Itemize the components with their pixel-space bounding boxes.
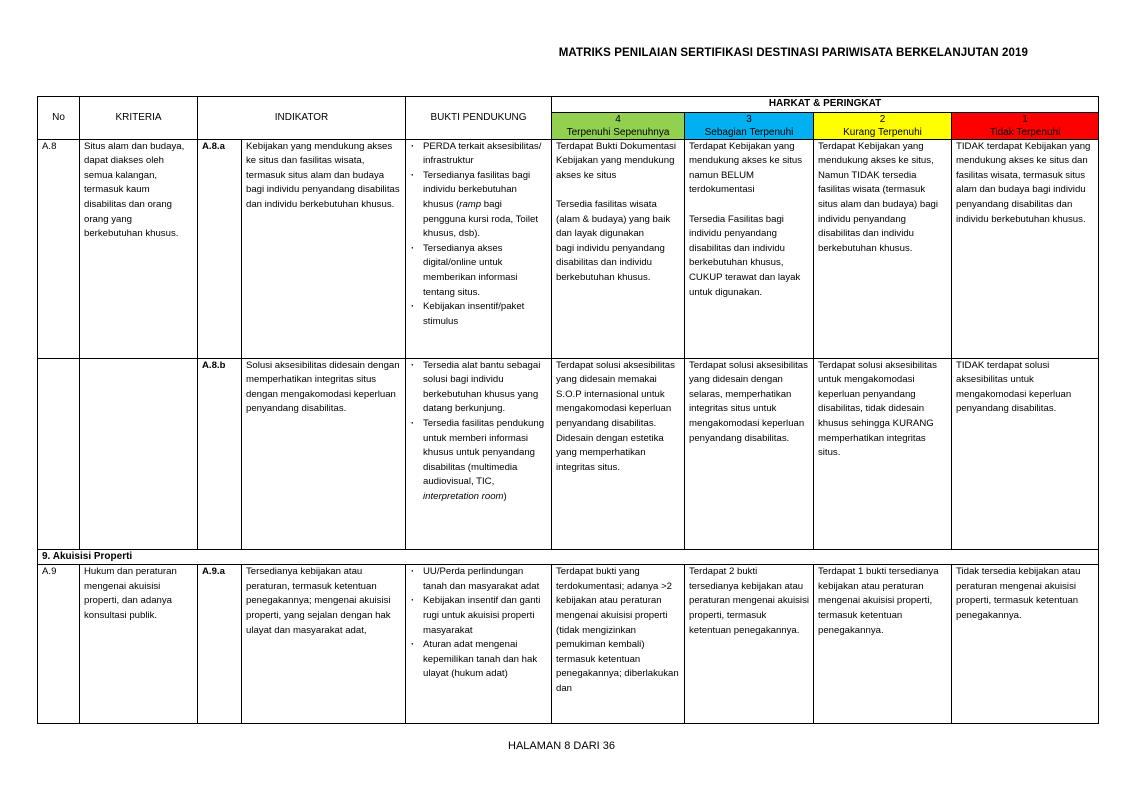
- assessment-matrix-table: [37, 96, 1099, 724]
- row-indicator-code: A.8.b: [198, 358, 242, 549]
- list-item: [410, 417, 547, 505]
- bukti-text: Tersedia fasilitas pendukung untuk memberi informasi khusus untuk penyandang disabilitas (multimedia audiovisual, TIC, interpretation room): [423, 417, 545, 502]
- row-level-4: Terdapat solusi aksesibilitas yang didesain memakai S.O.P internasional untuk mengakomodasi keperluan penyandang disabilitas. Didesain dengan estetika yang memperhatikan integritas situs.: [552, 358, 685, 549]
- row-kriteria: Situs alam dan budaya, dapat diakses oleh semua kalangan, termasuk kaum disabilitas dan orang orang yang berkebutuhan khusus.: [80, 139, 198, 358]
- header-bukti-pendukung: BUKTI PENDUKUNG: [406, 97, 552, 140]
- row-bukti-pendukung: [406, 565, 552, 724]
- page-footer: HALAMAN 8 DARI 36: [508, 740, 615, 752]
- row-no: A.8: [38, 139, 80, 358]
- row-bukti-pendukung: [406, 139, 552, 358]
- row-level-1: Tidak tersedia kebijakan atau peraturan mengenai akuisisi properti, termasuk ketentuan penegakannya.: [952, 565, 1099, 724]
- level-2-number: 2: [879, 113, 886, 125]
- row-indikator: Solusi aksesibilitas didesain dengan memperhatikan integritas situs dengan mengakomodasi keperluan penyandang disabilitas.: [242, 358, 406, 549]
- bukti-list: [410, 359, 547, 505]
- level-3-header: [685, 112, 814, 139]
- row-level-2: Terdapat Kebijakan yang mendukung akses ke situs, Namun TIDAK tersedia fasilitas wisata (termasuk situs alam dan budaya) bagi individu penyandang disabilitas dan individu berkebutuhan khusus.: [814, 139, 952, 358]
- list-item: [410, 169, 547, 242]
- row-level-1: TIDAK terdapat solusi aksesibilitas untuk mengakomodasi keperluan penyandang disabilitas.: [952, 358, 1099, 549]
- row-no: [38, 358, 80, 549]
- header-row-top: [38, 97, 1099, 113]
- level-4-header: [552, 112, 685, 139]
- level-2-label: Kurang Terpenuhi: [843, 126, 922, 138]
- list-item: · PERDA terkait aksesibilitas/ infrastruktur: [410, 140, 547, 169]
- table-row: [38, 358, 1099, 549]
- bukti-text: Tersedianya fasilitas bagi individu berkebutuhan khusus (ramp bagi pengguna kursi roda, Toilet khusus, dsb).: [423, 169, 539, 240]
- document-title: MATRIKS PENILAIAN SERTIFIKASI DESTINASI PARIWISATA BERKELANJUTAN 2019: [558, 47, 1028, 59]
- bukti-list: [410, 565, 547, 682]
- list-item: · Aturan adat mengenai kepemilikan tanah dan hak ulayat (hukum adat): [410, 638, 547, 682]
- level-2-header: [814, 112, 952, 139]
- section-title: 9. Akuisisi Properti: [38, 549, 1099, 565]
- level-1-label: Tidak Terpenuhi: [989, 126, 1061, 138]
- row-bukti-pendukung: [406, 358, 552, 549]
- list-item: · UU/Perda perlindungan tanah dan masyarakat adat: [410, 565, 547, 594]
- list-item: · Kebijakan insentif/paket stimulus: [410, 300, 547, 329]
- row-indicator-code: A.8.a: [198, 139, 242, 358]
- table-row: [38, 139, 1099, 358]
- row-no: A.9: [38, 565, 80, 724]
- row-level-3: Terdapat Kebijakan yang mendukung akses ke situs namun BELUM terdokumentasi Tersedia Fasilitas bagi individu penyandang disabilitas dan individu berkebutuhan khusus, CUKUP terawat dan layak untuk digunakan.: [685, 139, 814, 358]
- header-indikator: INDIKATOR: [198, 97, 406, 140]
- row-level-4: Terdapat Bukti Dokumentasi Kebijakan yang mendukung akses ke situs Tersedia fasilitas wisata (alam & budaya) yang baik dan layak digunakan bagi individu penyandang disabilitas dan individu berkebutuhan khusus.: [552, 139, 685, 358]
- level-3-number: 3: [746, 113, 752, 125]
- row-indikator: Kebijakan yang mendukung akses ke situs dan fasilitas wisata, termasuk situs alam dan budaya bagi individu penyandang disabilitas dan individu berkebutuhan khusus.: [242, 139, 406, 358]
- header-no: No: [38, 97, 80, 140]
- level-4-number: 4: [615, 113, 621, 125]
- level-3-label: Sebagian Terpenuhi: [704, 126, 794, 138]
- section-row: [38, 549, 1099, 565]
- row-indicator-code: A.9.a: [198, 565, 242, 724]
- row-indikator: Tersedianya kebijakan atau peraturan, termasuk ketentuan penegakannya; mengenai akuisisi properti, yang sejalan dengan hak ulayat dan masyarakat adat,: [242, 565, 406, 724]
- row-kriteria: [80, 358, 198, 549]
- row-level-2: Terdapat solusi aksesibilitas untuk mengakomodasi keperluan penyandang disabilitas, tidak didesain khusus sehingga KURANG memperhatikan integritas situs.: [814, 358, 952, 549]
- list-item: · Tersedianya akses digital/online untuk memberikan informasi tentang situs.: [410, 242, 547, 300]
- row-level-1: TIDAK terdapat Kebijakan yang mendukung akses ke situs dan fasilitas wisata, termasuk situs alam dan budaya bagi individu penyandang disabilitas dan individu berkebutuhan khusus.: [952, 139, 1099, 358]
- level-4-label: Terpenuhi Sepenuhnya: [566, 126, 670, 138]
- table-row: [38, 565, 1099, 724]
- row-level-3: Terdapat solusi aksesibilitas yang didesain dengan selaras, memperhatikan integritas situs untuk mengakomodasi keperluan penyandang disabilitas.: [685, 358, 814, 549]
- level-1-header: [952, 112, 1099, 139]
- list-item: · Tersedia alat bantu sebagai solusi bagi individu berkebutuhan khusus yang datang berkunjung.: [410, 359, 547, 417]
- list-item: · Kebijakan insentif dan ganti rugi untuk akuisisi properti masyarakat: [410, 594, 547, 638]
- row-level-4: Terdapat bukti yang terdokumentasi; adanya >2 kebijakan atau peraturan mengenai akuisisi properti (tidak mengizinkan pemukiman kembali) termasuk ketentuan penegakannya; diberlakukan dan: [552, 565, 685, 724]
- header-kriteria: KRITERIA: [80, 97, 198, 140]
- row-level-3: Terdapat 2 bukti tersedianya kebijakan atau peraturan mengenai akuisisi properti, termasuk ketentuan penegakannya.: [685, 565, 814, 724]
- row-level-2: Terdapat 1 bukti tersedianya kebijakan atau peraturan mengenai akuisisi properti, termasuk ketentuan penegakannya.: [814, 565, 952, 724]
- bukti-list: [410, 140, 547, 330]
- row-kriteria: Hukum dan peraturan mengenai akuisisi properti, dan adanya konsultasi publik.: [80, 565, 198, 724]
- level-1-number: 1: [1022, 113, 1028, 125]
- header-harkat-peringkat: HARKAT & PERINGKAT: [552, 97, 1099, 113]
